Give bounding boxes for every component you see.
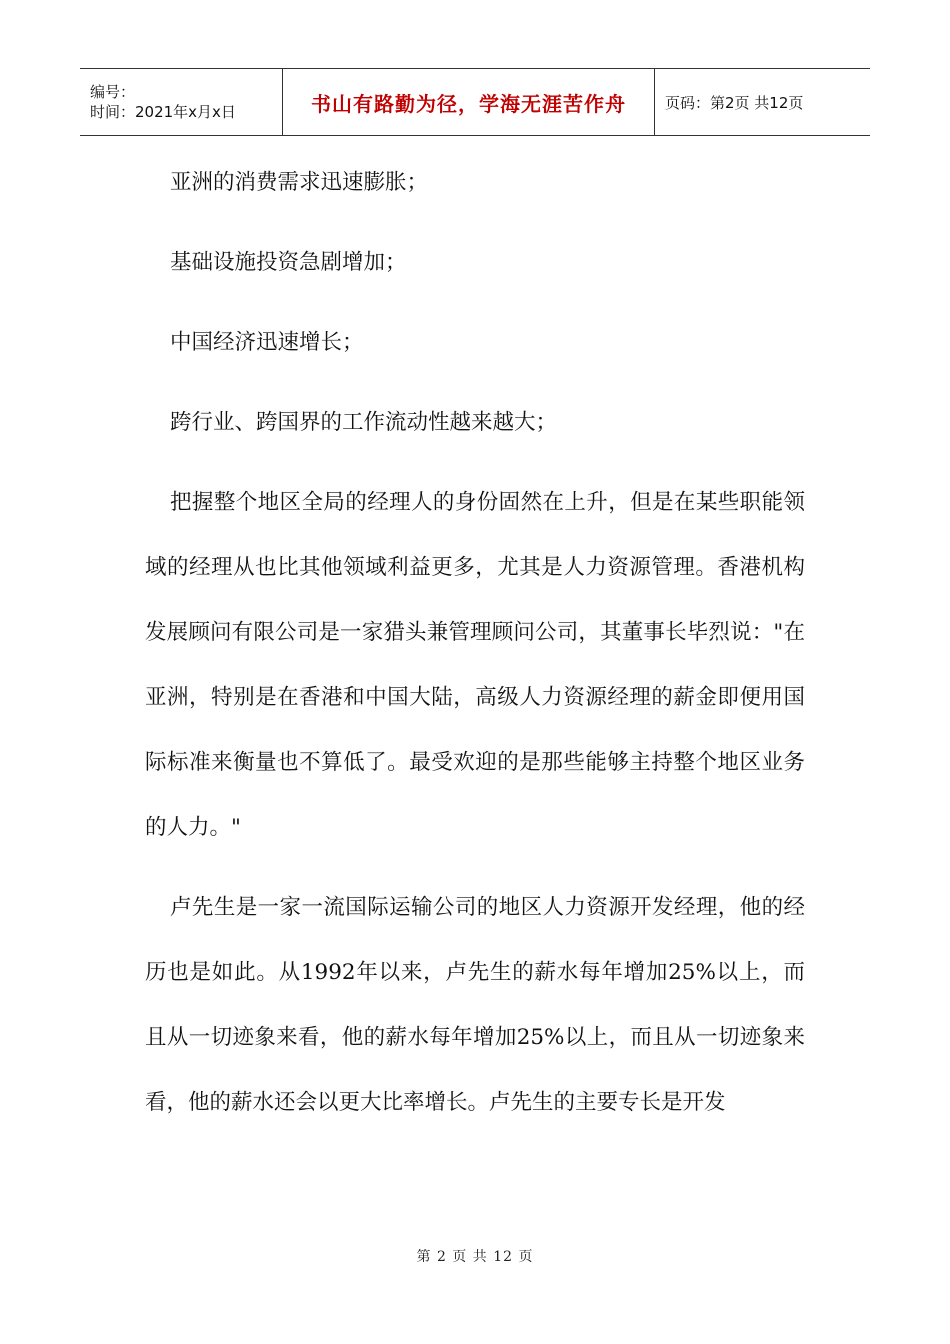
list-item: 亚洲的消费需求迅速膨胀； [170, 170, 429, 195]
header-page-info: 页码：第2页 共12页 [665, 93, 804, 112]
document-date-label: 时间：2021年x月x日 [90, 103, 236, 121]
document-number-label: 编号： [90, 83, 136, 101]
header-motto: 书山有路勤为径，学海无涯苦作舟 [311, 91, 626, 116]
header-meta-cell [80, 69, 283, 135]
document-body [145, 150, 805, 1135]
header-motto-cell [283, 69, 655, 135]
body-paragraph: 卢先生是一家一流国际运输公司的地区人力资源开发经理，他的经历也是如此。从1992年以来，卢先生的薪水每年增加25%以上，而且从一切迹象来看，他的薪水每年增加25%以上，而且从一切迹象来看，他的薪水还会以更大比率增长。卢先生的主要专长是开发 [145, 895, 805, 1115]
list-item: 跨行业、跨国界的工作流动性越来越大； [170, 410, 558, 435]
body-paragraph: 把握整个地区全局的经理人的身份固然在上升，但是在某些职能领域的经理从也比其他领域利益更多，尤其是人力资源管理。香港机构发展顾问有限公司是一家猎头兼管理顾问公司，其董事长毕烈说："在亚洲，特别是在香港和中国大陆，高级人力资源经理的薪金即便用国际标准来衡量也不算低了。最受欢迎的是那些能够主持整个地区业务的人力。" [145, 490, 805, 840]
page-footer: 第 2 页 共 12 页 [416, 1249, 534, 1265]
header-page-cell [655, 69, 870, 135]
list-item: 基础设施投资急剧增加； [170, 250, 407, 275]
document-header [80, 68, 870, 136]
list-item: 中国经济迅速增长； [170, 330, 364, 355]
